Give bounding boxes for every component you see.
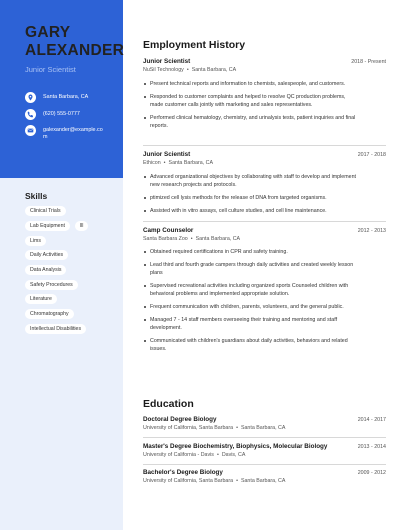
contact-location <box>25 92 120 103</box>
school-location: Davis, CA <box>221 452 246 458</box>
contact-phone[interactable] <box>25 109 120 120</box>
job-company-line <box>143 236 240 242</box>
school-name: University of California - Davis <box>143 452 214 458</box>
skill-tag: Clinical Trials <box>25 206 66 216</box>
name-first: GARY <box>25 24 71 41</box>
divider <box>143 221 386 222</box>
list-item: Frequent communication with children, parents, volunteers, and the general public. <box>143 303 358 311</box>
skill-tag: lll <box>75 221 88 231</box>
divider <box>143 464 386 465</box>
skill-tag: Safety Procedures <box>25 280 78 290</box>
contact-phone-text: (620) 555-0777 <box>43 111 80 117</box>
skills-heading: Skills <box>25 191 48 201</box>
separator-dot: • <box>190 236 193 242</box>
job-company-line <box>143 67 236 73</box>
employment-heading: Employment History <box>143 39 246 51</box>
job-bullets <box>143 80 358 130</box>
skill-tag: Chromatography <box>25 309 74 319</box>
education-school-line <box>143 452 245 458</box>
job-dates: 2017 - 2018 <box>357 152 386 158</box>
job-location: Santa Barbara, CA <box>191 67 237 73</box>
contact-email-text: galexander@example.com <box>43 127 103 140</box>
skill-tag: Lims <box>25 236 46 246</box>
job-company: Ethicon <box>143 160 161 166</box>
education-dates: 2009 - 2012 <box>357 470 386 476</box>
education-school-line <box>143 425 285 431</box>
job-company-line <box>143 160 213 166</box>
job-bullets <box>143 248 358 353</box>
list-item: Assisted with in vitro assays, cell culture studies, and cell line maintenance. <box>143 207 358 215</box>
candidate-role: Junior Scientist <box>25 65 76 74</box>
list-item: ptimized cell lysis methods for the release of DNA from targeted organisms. <box>143 194 358 202</box>
name-last: ALEXANDER <box>25 42 125 59</box>
list-item: Obtained required certifications in CPR and safety training. <box>143 248 358 256</box>
phone-icon <box>25 109 36 120</box>
separator-dot: • <box>236 425 238 431</box>
job-bullets <box>143 173 358 215</box>
school-location: Santa Barbara, CA <box>240 425 286 431</box>
email-icon <box>25 125 36 136</box>
contact-location-text: Santa Barbara, CA <box>43 94 89 100</box>
skill-tag: Lab Equipment <box>25 221 70 231</box>
separator-dot: • <box>236 478 238 484</box>
school-name: University of California, Santa Barbara <box>143 425 234 431</box>
candidate-name <box>25 24 125 60</box>
separator-dot: • <box>186 67 189 73</box>
job-title: Junior Scientist <box>143 151 191 158</box>
list-item: Communicated with children's guardians about daily activities, behaviors and related issues. <box>143 337 358 353</box>
job-dates: 2012 - 2013 <box>357 228 386 234</box>
education-school-line <box>143 478 285 484</box>
list-item: Lead third and fourth grade campers through daily activities and created weekly lesson plans <box>143 261 358 277</box>
divider <box>143 437 386 438</box>
list-item: Responded to customer complaints and helped to resolve QC production problems, made customer calls jointly with marketing and sales representatives. <box>143 93 358 109</box>
location-pin-icon <box>25 92 36 103</box>
list-item: Managed 7 - 14 staff members overseeing their training and mentoring and staff development. <box>143 316 358 332</box>
school-name: University of California, Santa Barbara <box>143 478 234 484</box>
contact-email[interactable] <box>25 125 120 141</box>
job-title: Junior Scientist <box>143 58 191 65</box>
education-dates: 2014 - 2017 <box>357 417 386 423</box>
degree-title: Master's Degree Biochemistry, Biophysics, Molecular Biology <box>143 443 328 450</box>
job-company: NuSil Technology <box>143 67 184 73</box>
skill-tag: Daily Activities <box>25 250 68 260</box>
separator-dot: • <box>216 452 219 458</box>
skill-tag: Data Analysis <box>25 265 66 275</box>
list-item: Supervised recreational activities including organized sports Counseled children with behavioral problems and implemented appropriate solution. <box>143 282 358 298</box>
list-item: Advanced organizational objectives by collaborating with staff to develop and implement new research projects and protocols. <box>143 173 358 189</box>
job-dates: 2018 - Present <box>351 59 386 65</box>
job-location: Santa Barbara, CA <box>195 236 241 242</box>
list-item: Present technical reports and information to chemists, salespeople, and customers. <box>143 80 358 88</box>
divider <box>143 145 386 146</box>
education-dates: 2013 - 2014 <box>357 444 386 450</box>
list-item: Performed clinical hematology, chemistry, and urinalysis tests, patient inquiries and final reports. <box>143 114 358 130</box>
education-heading: Education <box>143 398 194 410</box>
job-title: Camp Counselor <box>143 227 194 234</box>
job-company: Santa Barbara Zoo <box>143 236 188 242</box>
job-location: Santa Barbara, CA <box>168 160 213 166</box>
degree-title: Bachelor's Degree Biology <box>143 469 223 476</box>
degree-title: Doctoral Degree Biology <box>143 416 217 423</box>
school-location: Santa Barbara, CA <box>240 478 286 484</box>
skill-tag: Intellectual Disabilities <box>25 324 86 334</box>
separator-dot: • <box>163 160 166 166</box>
skill-tag: Literature <box>25 294 57 304</box>
